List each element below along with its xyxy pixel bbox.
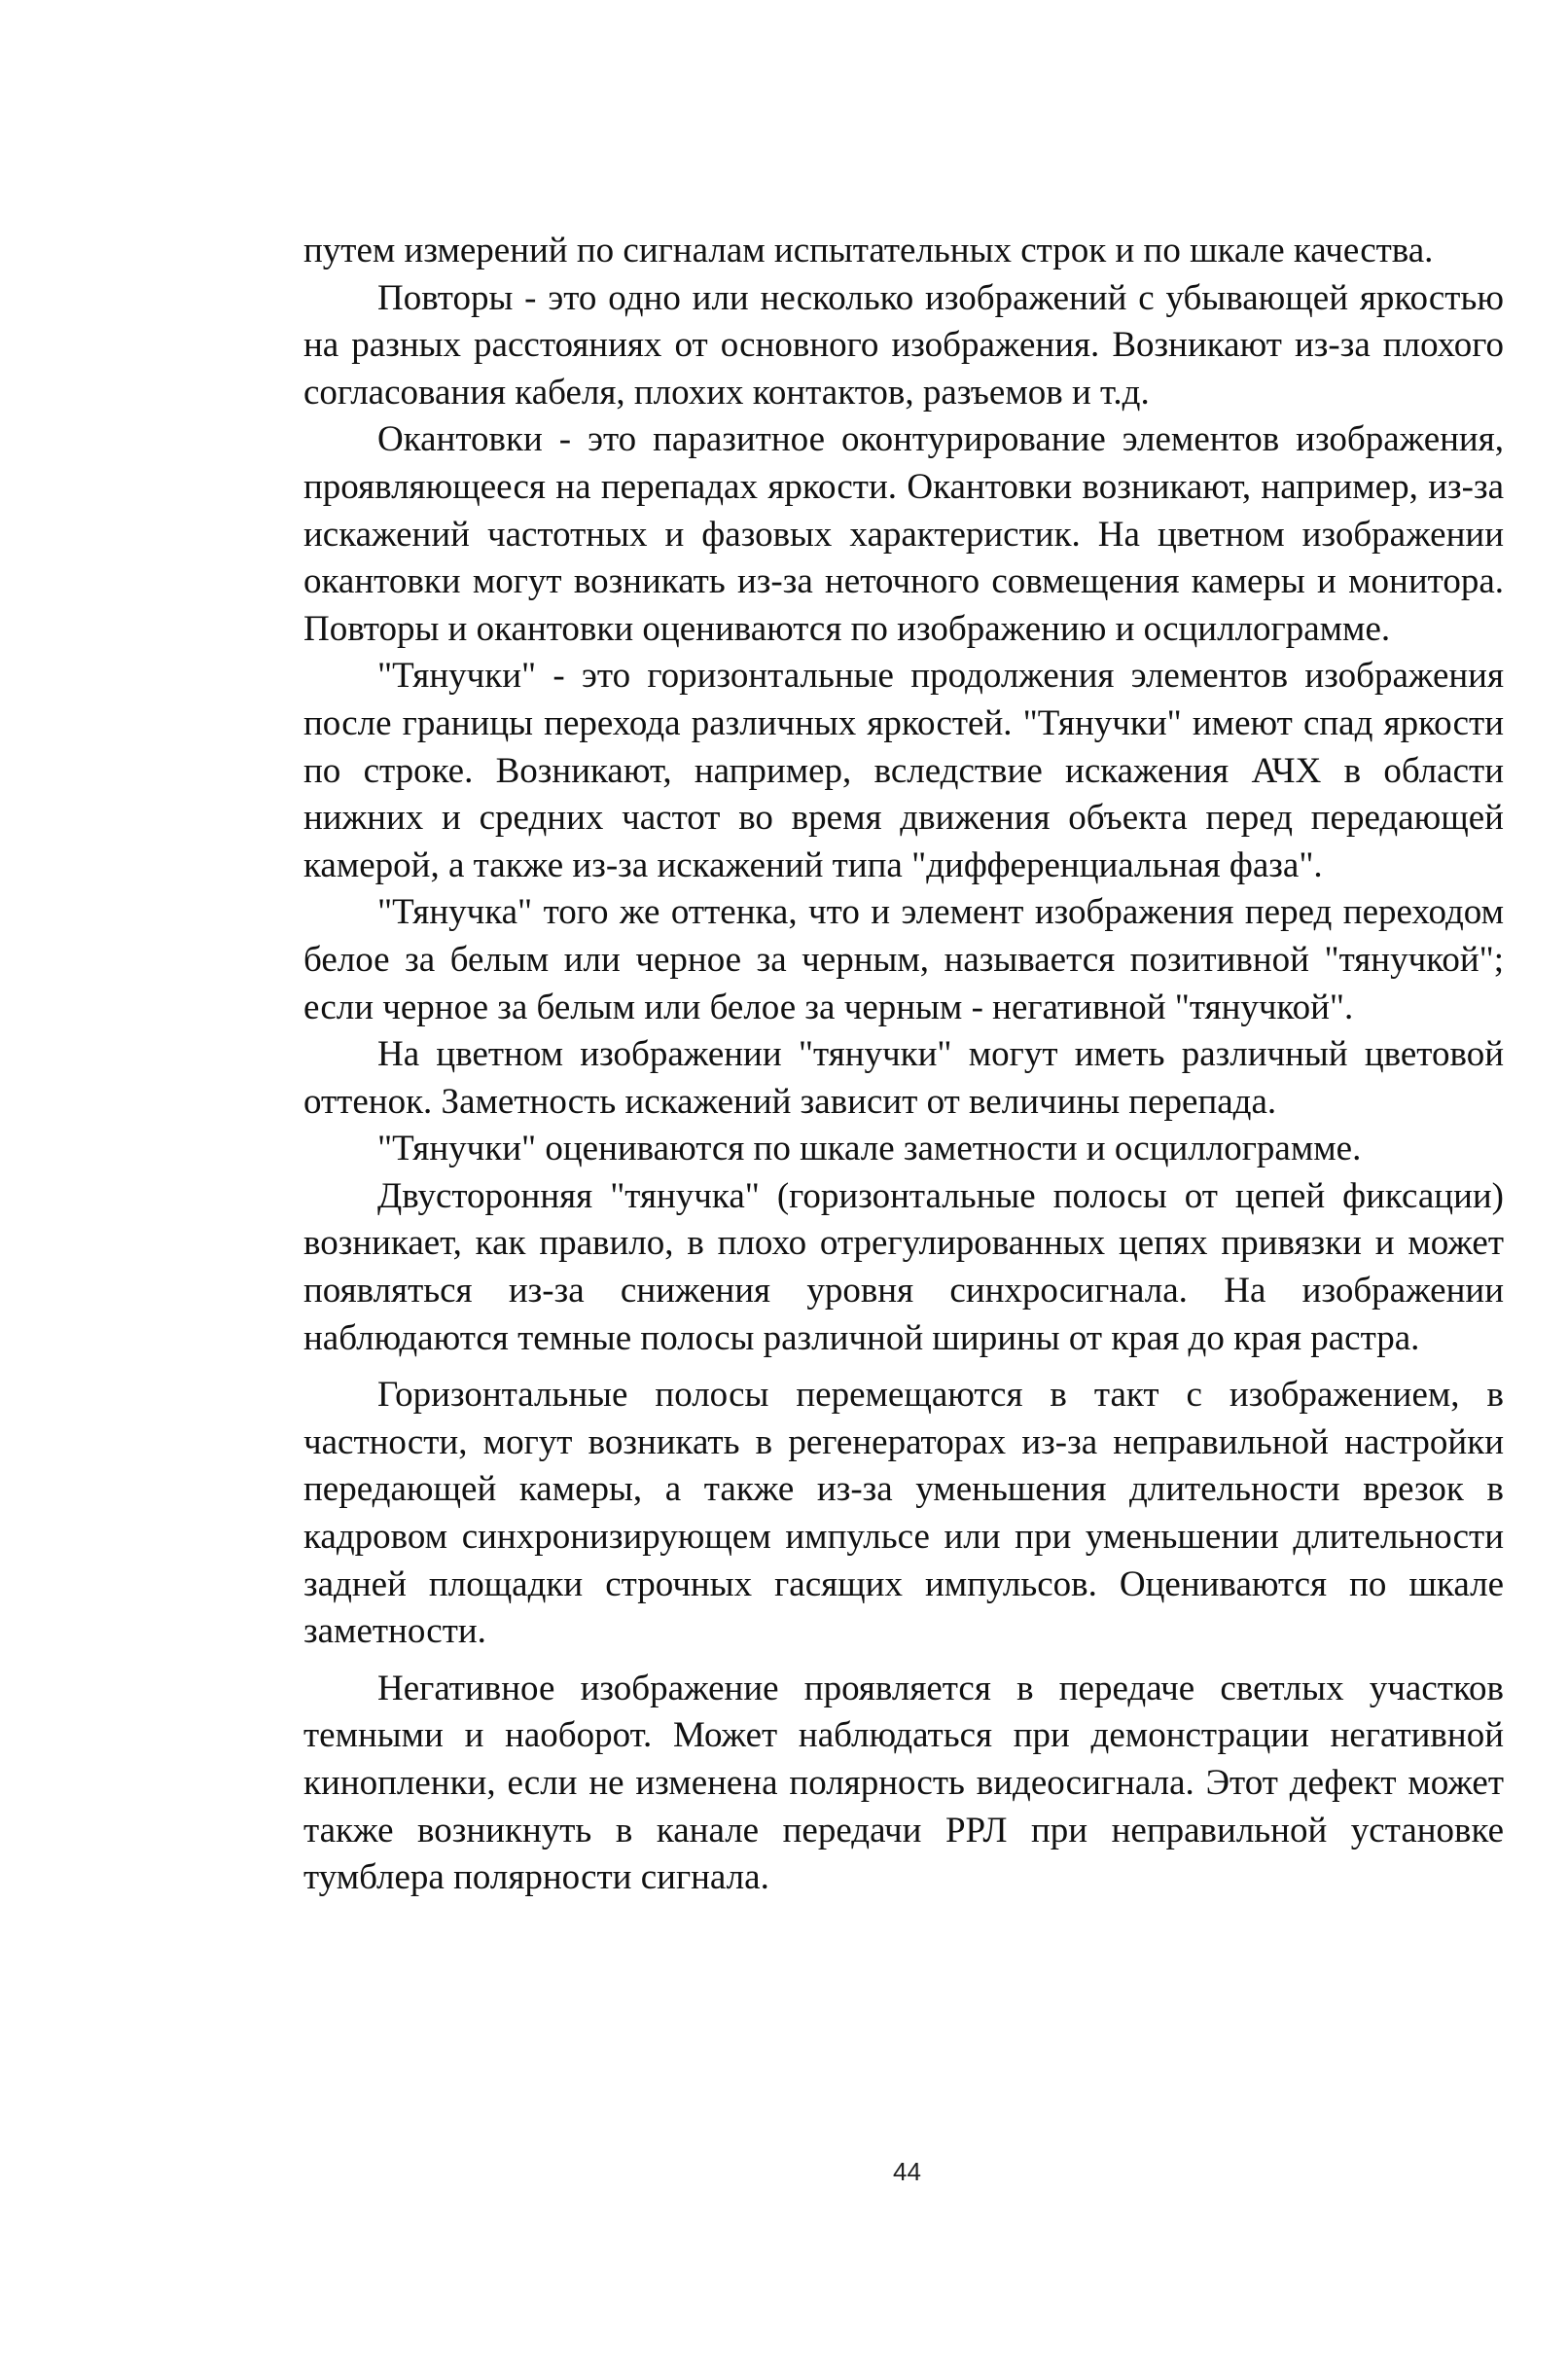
body-text bbox=[303, 228, 1504, 1902]
page-number: 44 bbox=[893, 2157, 921, 2186]
paragraph-continuation: путем измерений по сигналам испытательных строк и по шкале качества. bbox=[303, 231, 1434, 270]
paragraph-color-streaking: На цветном изображении "тянучки" могут иметь различный цветовой оттенок. Заметность искажений зависит от величины перепада. bbox=[303, 1034, 1504, 1122]
paragraph-two-sided-streaking: Двусторонняя "тянучка" (горизонтальные полосы от цепей фиксации) возникает, как правило, в плохо отрегулированных цепях привязки и может появляться из-за снижения уровня синхросигнала. На изображении наблюдаются темные полосы различной ширины от края до края растра. bbox=[303, 1175, 1504, 1358]
paragraph-negative-image: Негативное изображение проявляется в передаче светлых участков темными и наоборот. Может наблюдаться при демонстрации негативной кинопленки, если не изменена полярность видеосигнала. Этот дефект может также возникнуть в канале передачи РРЛ при неправильной установке тумблера полярности сигнала. bbox=[303, 1668, 1504, 1898]
paragraph-repeats: Повторы - это одно или несколько изображений с убывающей яркостью на разных расстояниях от основного изображения. Возникают из-за плохого согласования кабеля, плохих контактов, разъемов и т.д. bbox=[303, 277, 1504, 413]
paragraph-streaking: "Тянучки" - это горизонтальные продолжения элементов изображения после границы перехода различных яркостей. "Тянучки" имеют спад яркости по строке. Возникают, например, вследствие искажения АЧХ в области нижних и средних частот во время движения объекта перед передающей камерой, а также из-за искажений типа "дифференциальная фаза". bbox=[303, 656, 1504, 885]
paragraph-streaking-evaluation: "Тянучки" оцениваются по шкале заметности и осциллограмме. bbox=[377, 1129, 1362, 1169]
paragraph-horizontal-bars: Горизонтальные полосы перемещаются в такт с изображением, в частности, могут возникать в регенераторах из-за неправильной настройки передающей камеры, а также из-за уменьшения длительности врезок в кадровом синхронизирующем импульсе или при уменьшении длительности задней площадки строчных гасящих импульсов. Оцениваются по шкале заметности. bbox=[303, 1375, 1504, 1652]
paragraph-positive-negative-streaking: "Тянучка" того же оттенка, что и элемент изображения перед переходом белое за белым или черное за черным, называется позитивной "тянучкой"; если черное за белым или белое за черным - негативной "тянучкой". bbox=[303, 892, 1504, 1027]
paragraph-edging: Окантовки - это паразитное оконтурирование элементов изображения, проявляющееся на перепадах яркости. Окантовки возникают, например, из-за искажений частотных и фазовых характеристик. На цветном изображении окантовки могут возникать из-за неточного совмещения камеры и монитора. Повторы и окантовки оцениваются по изображению и осциллограмме. bbox=[303, 419, 1504, 649]
